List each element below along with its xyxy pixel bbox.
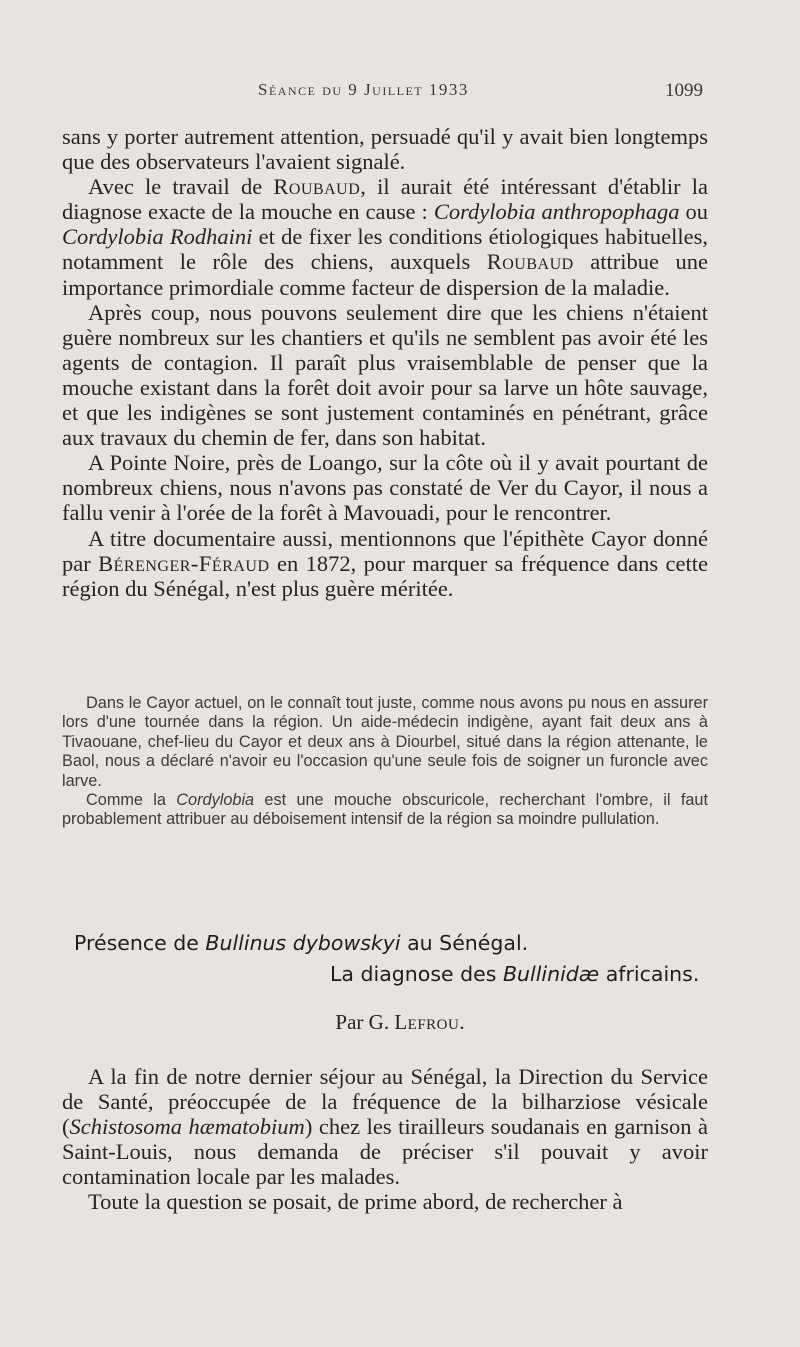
note-paragraph-2-text-b: est une mouche obscuricole, recherchant l'ombre, il faut probablement attribuer au déboisement intensif de la région sa moindre pullulation. xyxy=(62,791,708,829)
paragraph-5-text-a: A titre documentaire aussi, mentionnons que l'épithète Cayor donné par xyxy=(62,525,708,576)
paragraph-5 xyxy=(62,526,708,601)
paragraph-4-text: A Pointe Noire, près de Loango, sur la côte où il y avait pourtant de nombreux chiens, nous n'avons pas constaté de Ver du Cayor, il nous a fallu venir à l'orée de la forêt à Mavouadi, pour le rencontrer. xyxy=(62,450,708,526)
article-title-line-1 xyxy=(74,928,714,959)
running-title: Séance du 9 Juillet 1933 xyxy=(258,80,469,99)
running-header xyxy=(0,80,800,104)
title-text: La diagnose des xyxy=(330,962,503,986)
article-paragraph-2 xyxy=(62,1189,708,1214)
species-name: Cordylobia anthropophaga xyxy=(433,199,680,225)
article-paragraph-1-text-b: ) chez les tirailleurs soudanais en garnison à Saint-Louis, nous demanda de préciser s'il pouvait y avoir contamination locale par les malades. xyxy=(62,1114,708,1190)
paragraph-2-text-b: , il aurait été intéressant d'établir la diagnose exacte de la mouche en cause : xyxy=(62,174,708,225)
article-title xyxy=(74,928,714,990)
paragraph-2-text-a: Avec le travail de xyxy=(88,174,274,200)
title-text: au Sénégal. xyxy=(400,931,529,955)
species-name: Cordylobia xyxy=(176,791,255,810)
species-name: Schistosoma hæmatobium xyxy=(69,1114,305,1140)
paragraph-2-text-d: et de fixer les conditions étiologiques habituelles, notamment le rôle des chiens, auxquels xyxy=(62,224,708,275)
title-text: Présence de xyxy=(74,931,206,955)
paragraph-2-text-e: attribue une importance primordiale comme facteur de dispersion de la maladie. xyxy=(62,249,708,300)
byline-prefix: Par G. xyxy=(335,1010,395,1034)
note-paragraph-2 xyxy=(62,791,708,830)
byline-author: Lefrou xyxy=(394,1010,460,1034)
page-number: 1099 xyxy=(665,80,703,101)
article-paragraph-1-text-a: A la fin de notre dernier séjour au Sénégal, la Direction du Service de Santé, préoccupée de la fréquence de la bilharziose vésicale ( xyxy=(62,1064,708,1140)
paragraph-3 xyxy=(62,300,708,451)
paragraph-1-text: sans y porter autrement attention, persuadé qu'il y avait bien longtemps que des observateurs l'avaient signalé. xyxy=(62,124,708,175)
paragraph-1 xyxy=(62,124,708,174)
paragraph-2 xyxy=(62,174,708,299)
title-species-name: Bullinus dybowskyi xyxy=(205,931,401,955)
article-paragraph-1 xyxy=(62,1064,708,1189)
article-paragraph-2-text: Toute la question se posait, de prime abord, de rechercher à xyxy=(88,1189,623,1215)
title-text: africains. xyxy=(599,962,700,986)
article-title-line-2 xyxy=(74,959,714,990)
note-paragraph-2-text-a: Comme la xyxy=(86,791,177,810)
author-name-roubaud: Roubaud xyxy=(273,174,361,200)
article-byline xyxy=(0,1010,800,1035)
small-print-note xyxy=(62,694,708,830)
article-body xyxy=(62,1064,708,1215)
note-paragraph-1 xyxy=(62,694,708,791)
author-name-berenger-feraud: Bérenger-Féraud xyxy=(98,550,270,576)
byline-suffix: . xyxy=(459,1010,465,1034)
paragraph-3-text: Après coup, nous pouvons seulement dire que les chiens n'étaient guère nombreux sur les chantiers et qu'ils ne semblent pas avoir été les agents de contagion. Il paraît plus vraisemblable de penser que la mouche existant dans la forêt doit avoir pour sa larve un hôte sauvage, et que les indigènes se sont justement contaminés en pénétrant, grâce aux travaux du chemin de fer, dans son habitat. xyxy=(62,299,708,451)
section-continuation xyxy=(62,124,708,601)
species-name: Cordylobia Rodhaini xyxy=(62,224,253,250)
title-family-name: Bullinidæ xyxy=(502,962,600,986)
note-paragraph-1-text: Dans le Cayor actuel, on le connaît tout juste, comme nous avons pu nous en assurer lors d'une tournée dans la région. Un aide-médecin indigène, ayant fait deux ans à Tivaouane, chef-lieu du Cayor et deux ans à Diourbel, situé dans la région attenante, le Baol, nous a déclaré n'avoir eu l'occasion qu'une seule fois de soigner un furoncle avec larve. xyxy=(62,694,708,790)
paragraph-5-text-b: en 1872, pour marquer sa fréquence dans cette région du Sénégal, n'est plus guère méritée. xyxy=(62,550,708,601)
author-name-roubaud: Roubaud xyxy=(486,249,574,275)
paragraph-4 xyxy=(62,450,708,525)
paragraph-2-text-c: ou xyxy=(679,199,708,225)
